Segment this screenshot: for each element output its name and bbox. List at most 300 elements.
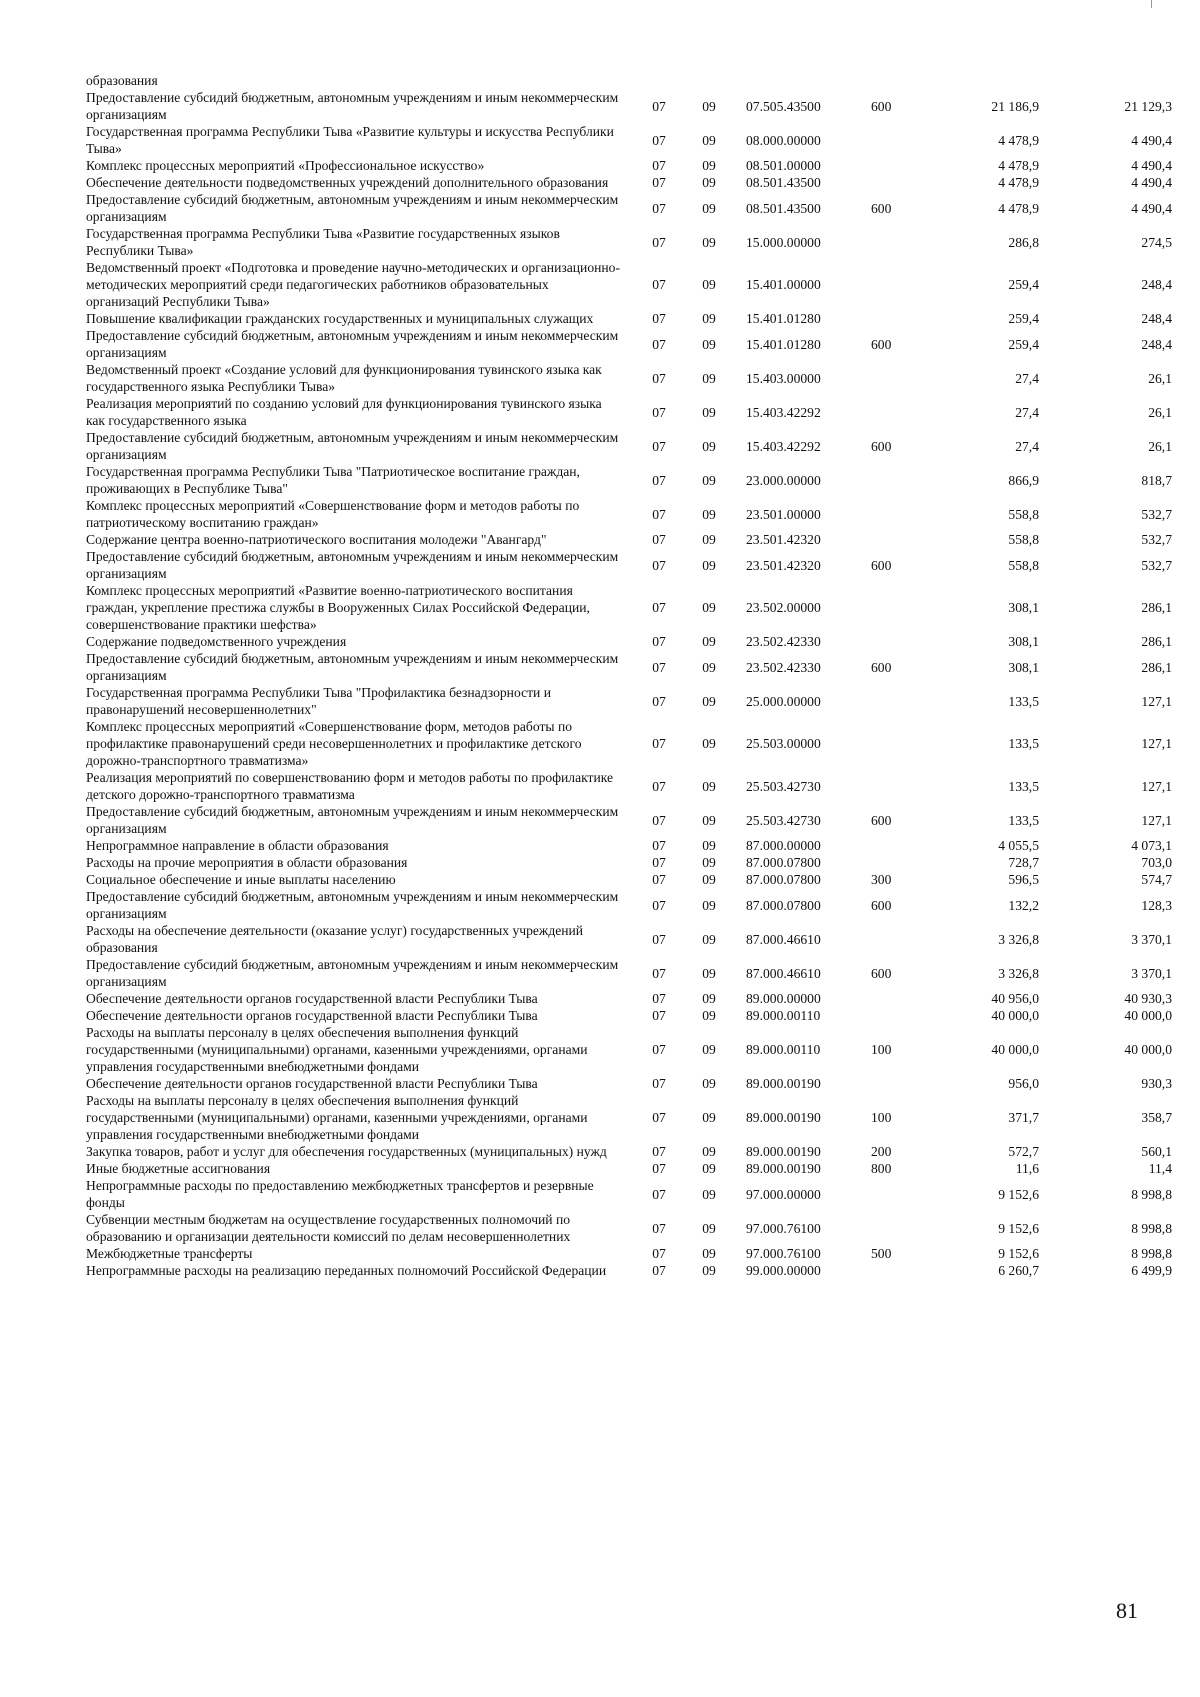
row-expense-type: 600: [871, 659, 892, 675]
row-expense-type: [871, 361, 929, 395]
row-section: 07: [652, 1042, 666, 1057]
table-row: [86, 684, 1172, 718]
row-target-item: 25.503.42730: [746, 778, 821, 794]
row-expense-type: [871, 259, 929, 310]
row-section: 07: [652, 1008, 666, 1023]
row-section: 07: [652, 897, 666, 913]
table-row: [86, 956, 1172, 990]
row-expense-type: [871, 718, 929, 769]
table-row: [86, 854, 1172, 871]
row-expense-type: 300: [871, 872, 892, 887]
row-amount-year-2: 4 490,4: [1131, 175, 1172, 190]
row-amount-year-1: 9 152,6: [998, 1220, 1039, 1236]
row-amount-year-1: 956,0: [1008, 1076, 1039, 1091]
row-name: Комплекс процессных мероприятий «Профессиональное искусство»: [86, 158, 485, 173]
row-amount-year-1: 558,8: [1008, 532, 1039, 547]
row-section: 07: [652, 1220, 666, 1236]
row-amount-year-2: 127,1: [1141, 693, 1172, 709]
table-row: [86, 72, 1172, 89]
row-amount-year-1: 40 000,0: [991, 1042, 1039, 1057]
row-expense-type: [871, 123, 929, 157]
row-amount-year-1: 286,8: [1008, 234, 1039, 250]
row-amount-year-2: 274,5: [1141, 234, 1172, 250]
row-section: [630, 72, 688, 89]
row-section: 07: [652, 965, 666, 981]
row-amount-year-2: 560,1: [1141, 1144, 1172, 1159]
row-expense-type: [871, 225, 929, 259]
table-row: [86, 310, 1172, 327]
row-subsection: 09: [702, 506, 716, 522]
row-subsection: 09: [702, 311, 716, 326]
row-amount-year-1: 259,4: [1008, 311, 1039, 326]
row-amount-year-1: 9 152,6: [998, 1246, 1039, 1261]
row-expense-type: [871, 837, 929, 854]
row-name: Иные бюджетные ассигнования: [86, 1161, 271, 1176]
row-amount-year-2: 26,1: [1148, 404, 1172, 420]
row-amount-year-1: 572,7: [1008, 1144, 1039, 1159]
row-target-item: 89.000.00190: [746, 1076, 821, 1091]
row-amount-year-2: 4 490,4: [1131, 132, 1172, 148]
row-amount-year-2: 248,4: [1141, 277, 1172, 292]
row-target-item: 89.000.00000: [746, 991, 821, 1006]
row-name: Содержание центра военно-патриотического воспитания молодежи "Авангард": [86, 532, 547, 547]
row-name: Расходы на выплаты персоналу в целях обеспечения выполнения функций государственными (муниципальными) органами, казенными учреждениями, органами управления государственными внебюджетными фондами: [86, 1093, 588, 1142]
row-section: 07: [652, 1161, 666, 1176]
row-amount-year-1: 4 055,5: [998, 838, 1039, 853]
row-target-item: 25.503.42730: [746, 812, 821, 828]
row-section: 07: [652, 98, 666, 114]
row-expense-type: 600: [871, 965, 892, 981]
row-name: Предоставление субсидий бюджетным, автономным учреждениям и иным некоммерческим организациям: [86, 804, 619, 836]
table-row: [86, 191, 1172, 225]
row-name: Предоставление субсидий бюджетным, автономным учреждениям и иным некоммерческим организациям: [86, 549, 619, 581]
row-name: Предоставление субсидий бюджетным, автономным учреждениям и иным некоммерческим организациям: [86, 889, 619, 921]
row-subsection: 09: [702, 404, 716, 420]
table-row: [86, 531, 1172, 548]
row-target-item: 97.000.00000: [746, 1186, 821, 1202]
row-name: Закупка товаров, работ и услуг для обеспечения государственных (муниципальных) нужд: [86, 1144, 607, 1159]
row-target-item: 15.401.01280: [746, 336, 821, 352]
row-amount-year-2: 930,3: [1141, 1076, 1172, 1091]
table-row: [86, 497, 1172, 531]
row-subsection: 09: [702, 838, 716, 853]
row-expense-type: 800: [871, 1161, 892, 1176]
row-subsection: 09: [702, 532, 716, 547]
row-name: Непрограммное направление в области образования: [86, 838, 389, 853]
row-amount-year-2: 532,7: [1141, 532, 1172, 547]
table-row: [86, 1211, 1172, 1245]
row-section: 07: [652, 872, 666, 887]
row-expense-type: 500: [871, 1246, 892, 1261]
table-row: [86, 174, 1172, 191]
row-name: образования: [86, 73, 158, 88]
budget-table: [86, 72, 1172, 1279]
row-subsection: 09: [702, 693, 716, 709]
row-name: Предоставление субсидий бюджетным, автономным учреждениям и иным некоммерческим организациям: [86, 90, 619, 122]
row-amount-year-2: 26,1: [1148, 438, 1172, 454]
row-target-item: 08.501.43500: [746, 200, 821, 216]
row-name: Государственная программа Республики Тыва "Профилактика безнадзорности и правонарушений несовершеннолетних": [86, 685, 552, 717]
row-subsection: 09: [702, 931, 716, 947]
row-target-item: 08.501.00000: [746, 158, 821, 173]
row-amount-year-1: 558,8: [1008, 557, 1039, 573]
row-target-item: 15.403.42292: [746, 404, 821, 420]
row-target-item: 87.000.46610: [746, 965, 821, 981]
table-row: [86, 327, 1172, 361]
row-target-item: 23.501.00000: [746, 506, 821, 522]
row-expense-type: [871, 157, 929, 174]
row-amount-year-2: 8 998,8: [1131, 1246, 1172, 1261]
row-subsection: 09: [702, 98, 716, 114]
row-name: Субвенции местным бюджетам на осуществление государственных полномочий по образованию и организации деятельности комиссий по делам несовершеннолетних: [86, 1212, 571, 1244]
row-target-item: 08.000.00000: [746, 132, 821, 148]
row-subsection: 09: [702, 200, 716, 216]
page-number: 81: [1116, 1598, 1138, 1623]
row-expense-type: 600: [871, 336, 892, 352]
row-amount-year-1: 133,5: [1008, 736, 1039, 751]
row-amount-year-1: 4 478,9: [998, 200, 1039, 216]
table-row: [86, 803, 1172, 837]
row-amount-year-1: 40 000,0: [991, 1008, 1039, 1023]
budget-table-body: [86, 72, 1172, 1279]
row-target-item: 15.403.42292: [746, 438, 821, 454]
row-section: 07: [652, 1076, 666, 1091]
row-expense-type: [871, 395, 929, 429]
row-expense-type: [871, 310, 929, 327]
row-target-item: 87.000.07800: [746, 855, 821, 870]
row-name: Социальное обеспечение и иные выплаты населению: [86, 872, 396, 887]
row-section: 07: [652, 532, 666, 547]
row-amount-year-1: 259,4: [1008, 277, 1039, 292]
row-expense-type: 600: [871, 438, 892, 454]
row-target-item: 15.401.00000: [746, 277, 821, 292]
row-expense-type: [871, 854, 929, 871]
table-row: [86, 633, 1172, 650]
row-amount-year-2: 818,7: [1141, 472, 1172, 488]
row-subsection: 09: [702, 472, 716, 488]
row-amount-year-2: 4 073,1: [1131, 838, 1172, 853]
row-expense-type: 100: [871, 1042, 892, 1057]
row-target-item: 23.502.00000: [746, 600, 821, 615]
row-expense-type: [871, 633, 929, 650]
row-amount-year-1: [929, 72, 1053, 89]
row-name: Непрограммные расходы по предоставлению межбюджетных трансфертов и резервные фонды: [86, 1178, 594, 1210]
row-amount-year-2: 40 000,0: [1124, 1042, 1172, 1057]
row-amount-year-1: 3 326,8: [998, 965, 1039, 981]
row-subsection: 09: [702, 965, 716, 981]
row-section: 07: [652, 336, 666, 352]
row-amount-year-1: 133,5: [1008, 693, 1039, 709]
row-expense-type: [871, 1211, 929, 1245]
row-subsection: 09: [702, 1110, 716, 1125]
row-name: Обеспечение деятельности органов государственной власти Республики Тыва: [86, 1008, 538, 1023]
table-row: [86, 157, 1172, 174]
row-target-item: 25.000.00000: [746, 693, 821, 709]
row-subsection: 09: [702, 277, 716, 292]
row-name: Предоставление субсидий бюджетным, автономным учреждениям и иным некоммерческим организациям: [86, 192, 619, 224]
row-subsection: 09: [702, 158, 716, 173]
row-amount-year-2: 11,4: [1148, 1161, 1172, 1176]
row-name: Государственная программа Республики Тыва "Патриотическое воспитание граждан, проживающих в Республике Тыва": [86, 464, 580, 496]
row-subsection: 09: [702, 1220, 716, 1236]
row-section: 07: [652, 991, 666, 1006]
row-amount-year-1: 4 478,9: [998, 132, 1039, 148]
table-row: [86, 922, 1172, 956]
table-row: [86, 463, 1172, 497]
table-row: [86, 769, 1172, 803]
row-section: 07: [652, 175, 666, 190]
row-amount-year-2: 286,1: [1141, 634, 1172, 649]
row-amount-year-1: 132,2: [1008, 897, 1039, 913]
row-amount-year-2: [1053, 72, 1172, 89]
row-amount-year-1: 6 260,7: [998, 1263, 1039, 1278]
row-amount-year-2: 3 370,1: [1131, 965, 1172, 981]
table-row: [86, 429, 1172, 463]
row-expense-type: 100: [871, 1110, 892, 1125]
row-expense-type: [871, 1262, 929, 1279]
row-section: 07: [652, 1263, 666, 1278]
row-amount-year-2: 40 000,0: [1124, 1008, 1172, 1023]
table-row: [86, 1092, 1172, 1143]
row-subsection: 09: [702, 812, 716, 828]
row-amount-year-1: 27,4: [1015, 438, 1039, 454]
row-amount-year-2: 127,1: [1141, 778, 1172, 794]
row-section: 07: [652, 438, 666, 454]
row-amount-year-1: 27,4: [1015, 404, 1039, 420]
table-row: [86, 718, 1172, 769]
row-subsection: 09: [702, 370, 716, 386]
row-section: 07: [652, 311, 666, 326]
row-expense-type: [871, 1007, 929, 1024]
row-amount-year-1: 3 326,8: [998, 931, 1039, 947]
row-target-item: 08.501.43500: [746, 175, 821, 190]
row-expense-type: 600: [871, 897, 892, 913]
row-target-item: 97.000.76100: [746, 1246, 821, 1261]
row-amount-year-1: 40 956,0: [991, 991, 1039, 1006]
table-row: [86, 1262, 1172, 1279]
row-subsection: 09: [702, 234, 716, 250]
row-target-item: 23.502.42330: [746, 659, 821, 675]
row-section: 07: [652, 1186, 666, 1202]
row-subsection: 09: [702, 1263, 716, 1278]
row-expense-type: [871, 497, 929, 531]
row-section: 07: [652, 277, 666, 292]
row-name: Обеспечение деятельности подведомственных учреждений дополнительного образования: [86, 175, 609, 190]
row-section: 07: [652, 370, 666, 386]
row-amount-year-1: 308,1: [1008, 634, 1039, 649]
row-section: 07: [652, 200, 666, 216]
row-subsection: 09: [702, 634, 716, 649]
row-target-item: 87.000.07800: [746, 897, 821, 913]
table-row: [86, 361, 1172, 395]
row-amount-year-1: 308,1: [1008, 600, 1039, 615]
row-expense-type: [871, 922, 929, 956]
row-amount-year-2: 127,1: [1141, 812, 1172, 828]
row-name: Ведомственный проект «Подготовка и проведение научно-методических и организационно-методических мероприятий среди педагогических работников образовательных организаций Республики Тыва»: [86, 260, 620, 309]
row-amount-year-2: 286,1: [1141, 600, 1172, 615]
row-subsection: 09: [702, 600, 716, 615]
row-subsection: 09: [702, 778, 716, 794]
row-subsection: 09: [702, 872, 716, 887]
row-section: 07: [652, 736, 666, 751]
row-expense-type: [871, 990, 929, 1007]
row-target-item: 89.000.00110: [746, 1042, 821, 1057]
row-target-item: 89.000.00110: [746, 1008, 821, 1023]
row-section: 07: [652, 404, 666, 420]
row-amount-year-2: 26,1: [1148, 370, 1172, 386]
row-amount-year-2: 8 998,8: [1131, 1186, 1172, 1202]
row-amount-year-2: 4 490,4: [1131, 200, 1172, 216]
row-section: 07: [652, 778, 666, 794]
row-subsection: 09: [702, 1076, 716, 1091]
row-amount-year-1: 259,4: [1008, 336, 1039, 352]
row-section: 07: [652, 634, 666, 649]
row-expense-type: 200: [871, 1144, 892, 1159]
row-expense-type: [871, 1075, 929, 1092]
row-subsection: 09: [702, 1008, 716, 1023]
table-row: [86, 837, 1172, 854]
row-amount-year-2: 4 490,4: [1131, 158, 1172, 173]
row-subsection: 09: [702, 336, 716, 352]
row-expense-type: [871, 463, 929, 497]
table-row: [86, 89, 1172, 123]
row-amount-year-1: 133,5: [1008, 778, 1039, 794]
row-amount-year-1: 371,7: [1008, 1110, 1039, 1125]
row-name: Межбюджетные трансферты: [86, 1246, 253, 1261]
row-target-item: 23.502.42330: [746, 634, 821, 649]
row-subsection: 09: [702, 438, 716, 454]
table-row: [86, 259, 1172, 310]
row-section: 07: [652, 600, 666, 615]
row-section: 07: [652, 812, 666, 828]
row-expense-type: [871, 174, 929, 191]
row-subsection: 09: [702, 897, 716, 913]
table-row: [86, 582, 1172, 633]
row-section: 07: [652, 557, 666, 573]
table-row: [86, 990, 1172, 1007]
row-amount-year-2: 248,4: [1141, 311, 1172, 326]
table-row: [86, 548, 1172, 582]
row-name: Реализация мероприятий по совершенствованию форм и методов работы по профилактике детского дорожно-транспортного травматизма: [86, 770, 614, 802]
row-amount-year-2: 703,0: [1141, 855, 1172, 870]
row-subsection: 09: [702, 557, 716, 573]
row-expense-type: 600: [871, 98, 892, 114]
row-target-item: 89.000.00190: [746, 1110, 821, 1125]
row-name: Расходы на обеспечение деятельности (оказание услуг) государственных учреждений образования: [86, 923, 584, 955]
row-target-item: 07.505.43500: [746, 98, 821, 114]
row-amount-year-2: 127,1: [1141, 736, 1172, 751]
table-row: [86, 1024, 1172, 1075]
row-target-item: 15.403.00000: [746, 370, 821, 386]
row-name: Обеспечение деятельности органов государственной власти Республики Тыва: [86, 991, 538, 1006]
row-expense-type: [871, 582, 929, 633]
row-expense-type: [871, 1177, 929, 1211]
row-section: 07: [652, 1144, 666, 1159]
row-target-item: 23.000.00000: [746, 472, 821, 488]
row-expense-type: [871, 769, 929, 803]
row-target-item: 23.501.42320: [746, 557, 821, 573]
row-name: Предоставление субсидий бюджетным, автономным учреждениям и иным некоммерческим организациям: [86, 651, 619, 683]
row-name: Предоставление субсидий бюджетным, автономным учреждениям и иным некоммерческим организациям: [86, 328, 619, 360]
row-amount-year-1: 9 152,6: [998, 1186, 1039, 1202]
row-name: Предоставление субсидий бюджетным, автономным учреждениям и иным некоммерческим организациям: [86, 957, 619, 989]
row-amount-year-2: 8 998,8: [1131, 1220, 1172, 1236]
scan-corner-mark: [1151, 0, 1152, 8]
row-name: Повышение квалификации гражданских государственных и муниципальных служащих: [86, 311, 594, 326]
table-row: [86, 1075, 1172, 1092]
row-section: 07: [652, 838, 666, 853]
table-row: [86, 1177, 1172, 1211]
table-row: [86, 123, 1172, 157]
table-row: [86, 1160, 1172, 1177]
row-target-item: 23.501.42320: [746, 532, 821, 547]
row-section: 07: [652, 1246, 666, 1261]
row-amount-year-2: 532,7: [1141, 557, 1172, 573]
row-subsection: 09: [702, 1246, 716, 1261]
table-row: [86, 1143, 1172, 1160]
table-row: [86, 225, 1172, 259]
row-name: Обеспечение деятельности органов государственной власти Республики Тыва: [86, 1076, 538, 1091]
row-amount-year-1: 21 186,9: [991, 98, 1039, 114]
row-target-item: 99.000.00000: [746, 1263, 821, 1278]
row-section: 07: [652, 234, 666, 250]
row-amount-year-1: 866,9: [1008, 472, 1039, 488]
table-row: [86, 395, 1172, 429]
row-subsection: 09: [702, 659, 716, 675]
row-expense-type: [871, 531, 929, 548]
row-subsection: 09: [702, 175, 716, 190]
row-name: Реализация мероприятий по созданию условий для функционирования тувинского языка как государственного языка: [86, 396, 602, 428]
row-name: Содержание подведомственного учреждения: [86, 634, 347, 649]
row-expense-type: [871, 72, 929, 89]
row-subsection: 09: [702, 1042, 716, 1057]
row-target-item: 25.503.00000: [746, 736, 821, 751]
row-amount-year-2: 6 499,9: [1131, 1263, 1172, 1278]
row-name: Непрограммные расходы на реализацию переданных полномочий Российской Федерации: [86, 1263, 607, 1278]
row-target-item: 97.000.76100: [746, 1220, 821, 1236]
row-target-item: 87.000.00000: [746, 838, 821, 853]
row-target-item: [730, 72, 871, 89]
row-target-item: 87.000.07800: [746, 872, 821, 887]
row-name: Комплекс процессных мероприятий «Совершенствование форм, методов работы по профилактике правонарушений среди несовершеннолетних и профилактике детского дорожно-транспортного травматизма»: [86, 719, 582, 768]
row-amount-year-2: 21 129,3: [1124, 98, 1172, 114]
row-name: Комплекс процессных мероприятий «Развитие военно-патриотического воспитания граждан, укрепление престижа службы в Вооруженных Силах Российской Федерации, совершенствование практики шефства»: [86, 583, 590, 632]
row-expense-type: [871, 684, 929, 718]
row-section: 07: [652, 931, 666, 947]
row-section: 07: [652, 855, 666, 870]
row-name: Комплекс процессных мероприятий «Совершенствование форм и методов работы по патриотическому воспитанию граждан»: [86, 498, 580, 530]
row-expense-type: 600: [871, 812, 892, 828]
row-section: 07: [652, 472, 666, 488]
row-amount-year-1: 4 478,9: [998, 175, 1039, 190]
row-target-item: 15.000.00000: [746, 234, 821, 250]
row-subsection: 09: [702, 736, 716, 751]
row-name: Расходы на прочие мероприятия в области образования: [86, 855, 408, 870]
row-amount-year-1: 308,1: [1008, 659, 1039, 675]
row-target-item: 89.000.00190: [746, 1144, 821, 1159]
row-amount-year-2: 286,1: [1141, 659, 1172, 675]
row-amount-year-2: 128,3: [1141, 897, 1172, 913]
row-name: Ведомственный проект «Создание условий для функционирования тувинского языка как государственного языка Республики Тыва»: [86, 362, 602, 394]
row-name: Расходы на выплаты персоналу в целях обеспечения выполнения функций государственными (муниципальными) органами, казенными учреждениями, органами управления государственными внебюджетными фондами: [86, 1025, 588, 1074]
row-amount-year-2: 358,7: [1141, 1110, 1172, 1125]
row-amount-year-2: 574,7: [1141, 872, 1172, 887]
row-amount-year-1: 4 478,9: [998, 158, 1039, 173]
row-amount-year-2: 532,7: [1141, 506, 1172, 522]
row-subsection: 09: [702, 855, 716, 870]
row-amount-year-1: 11,6: [1015, 1161, 1039, 1176]
row-amount-year-2: 40 930,3: [1124, 991, 1172, 1006]
